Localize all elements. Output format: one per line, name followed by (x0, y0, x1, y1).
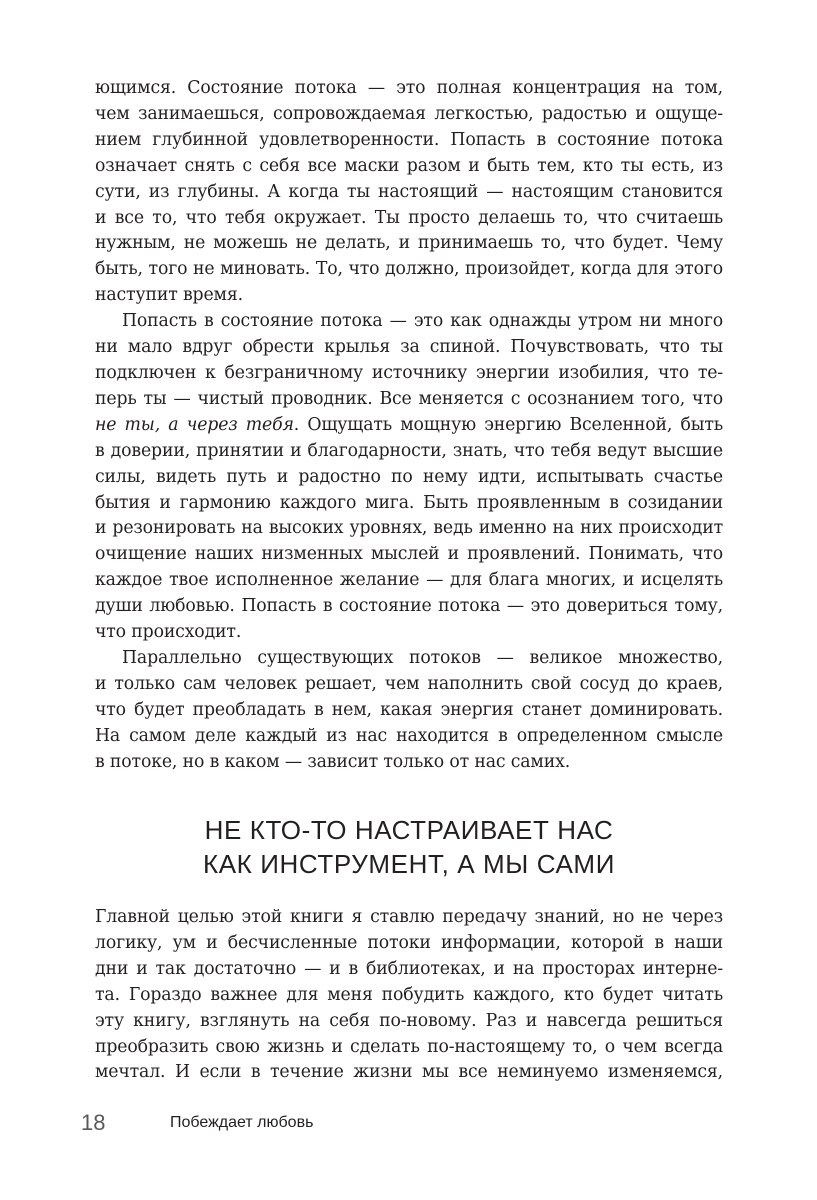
text-line: нужным, не можешь не делать, и принимаешь то, что будет. Чему (95, 233, 723, 254)
text-line: та. Гораздо важнее для меня побудить каждого, кто будет читать (95, 984, 723, 1005)
text-line: и только сам человек решает, чем наполнить свой сосуд до краев, (95, 673, 723, 694)
text-line: нием глубинной удовлетворенности. Попасть в состояние потока (95, 129, 723, 150)
text-line: и все то, что тебя окружает. Ты просто делаешь то, что считаешь (95, 207, 723, 228)
text-line: ющимся. Состояние потока — это полная концентрация на том, (95, 78, 723, 98)
text-line: в потоке, но в каком — зависит только от нас самих. (95, 751, 571, 772)
text-line: дни и так достаточно — и в библиотеках, и на просторах интерне- (95, 958, 723, 979)
page-number: 18 (81, 1110, 106, 1135)
text-line: в доверии, принятии и благодарности, знать, что тебя ведут высшие (95, 440, 723, 461)
text-line: означает снять с себя все маски разом и быть тем, кто ты есть, из (95, 155, 723, 176)
text-line: логику, ум и бесчисленные потоки информации, которой в наши (95, 932, 723, 953)
text-line: очищение наших низменных мыслей и проявлений. Понимать, что (95, 544, 723, 565)
text-line: мечтал. И если в течение жизни мы все неминуемо изменяемся, (95, 1062, 723, 1083)
text-line: преобразить свою жизнь и сделать по-настоящему то, о чем всегда (95, 1036, 723, 1057)
text-line: бытия и гармонию каждого мига. Быть проявленным в созидании (95, 492, 723, 513)
italic-phrase: не ты, а через тебя (95, 414, 294, 435)
paragraph-2 (95, 309, 723, 646)
running-title: Побеждает любовь (170, 1114, 314, 1131)
text-line: На самом деле каждый из нас находится в определенном смысле (95, 725, 723, 746)
text-line: силы, видеть путь и радостно по нему идти, испытывать счастье (95, 466, 723, 487)
text-line: Параллельно существующих потоков — великое множество, (122, 647, 723, 668)
section-text (95, 905, 723, 1086)
paragraph-3 (95, 646, 723, 776)
text-fragment: . Ощущать мощную энергию Вселенной, быть (293, 414, 723, 435)
text-line: каждое твое исполненное желание — для блага многих, и исцелять (95, 570, 723, 591)
text-line: ни мало вдруг обрести крылья за спиной. Почувствовать, что ты (95, 337, 723, 358)
paragraph-1 (95, 76, 723, 309)
text-line: Попасть в состояние потока — это как однажды утром ни много (122, 311, 723, 332)
text-line (95, 413, 723, 439)
heading-line: КАК ИНСТРУМЕНТ, А МЫ САМИ (203, 849, 615, 879)
text-line: и резонировать на высоких уровнях, ведь именно на них происходит (95, 518, 723, 539)
main-text (95, 76, 723, 775)
text-line: чем занимаешься, сопровождаемая легкостью, радостью и ощуще- (95, 103, 723, 124)
text-line: Главной целью этой книги я ставлю передачу знаний, но не через (95, 907, 723, 927)
text-line: что происходит. (95, 622, 242, 643)
text-line: подключен к безграничному источнику энергии изобилия, что те- (95, 362, 723, 383)
text-line: души любовью. Попасть в состояние потока — это довериться тому, (95, 596, 723, 617)
text-line: перь ты — чистый проводник. Все меняется с осознанием того, что (95, 388, 723, 409)
paragraph-4 (95, 905, 723, 1086)
text-line: быть, того не миновать. То, что должно, произойдет, когда для этого (95, 259, 723, 280)
text-line: эту книгу, взглянуть на себя по-новому. Раз и навсегда решиться (95, 1010, 723, 1031)
heading-line: НЕ КТО-ТО НАСТРАИВАЕТ НАС (204, 815, 614, 845)
text-line: что будет преобладать в нем, какая энергия станет доминировать. (95, 699, 723, 720)
text-line: сути, из глубины. А когда ты настоящий — настоящим становится (95, 181, 723, 202)
section-heading (95, 813, 723, 881)
text-line: наступит время. (95, 285, 243, 306)
